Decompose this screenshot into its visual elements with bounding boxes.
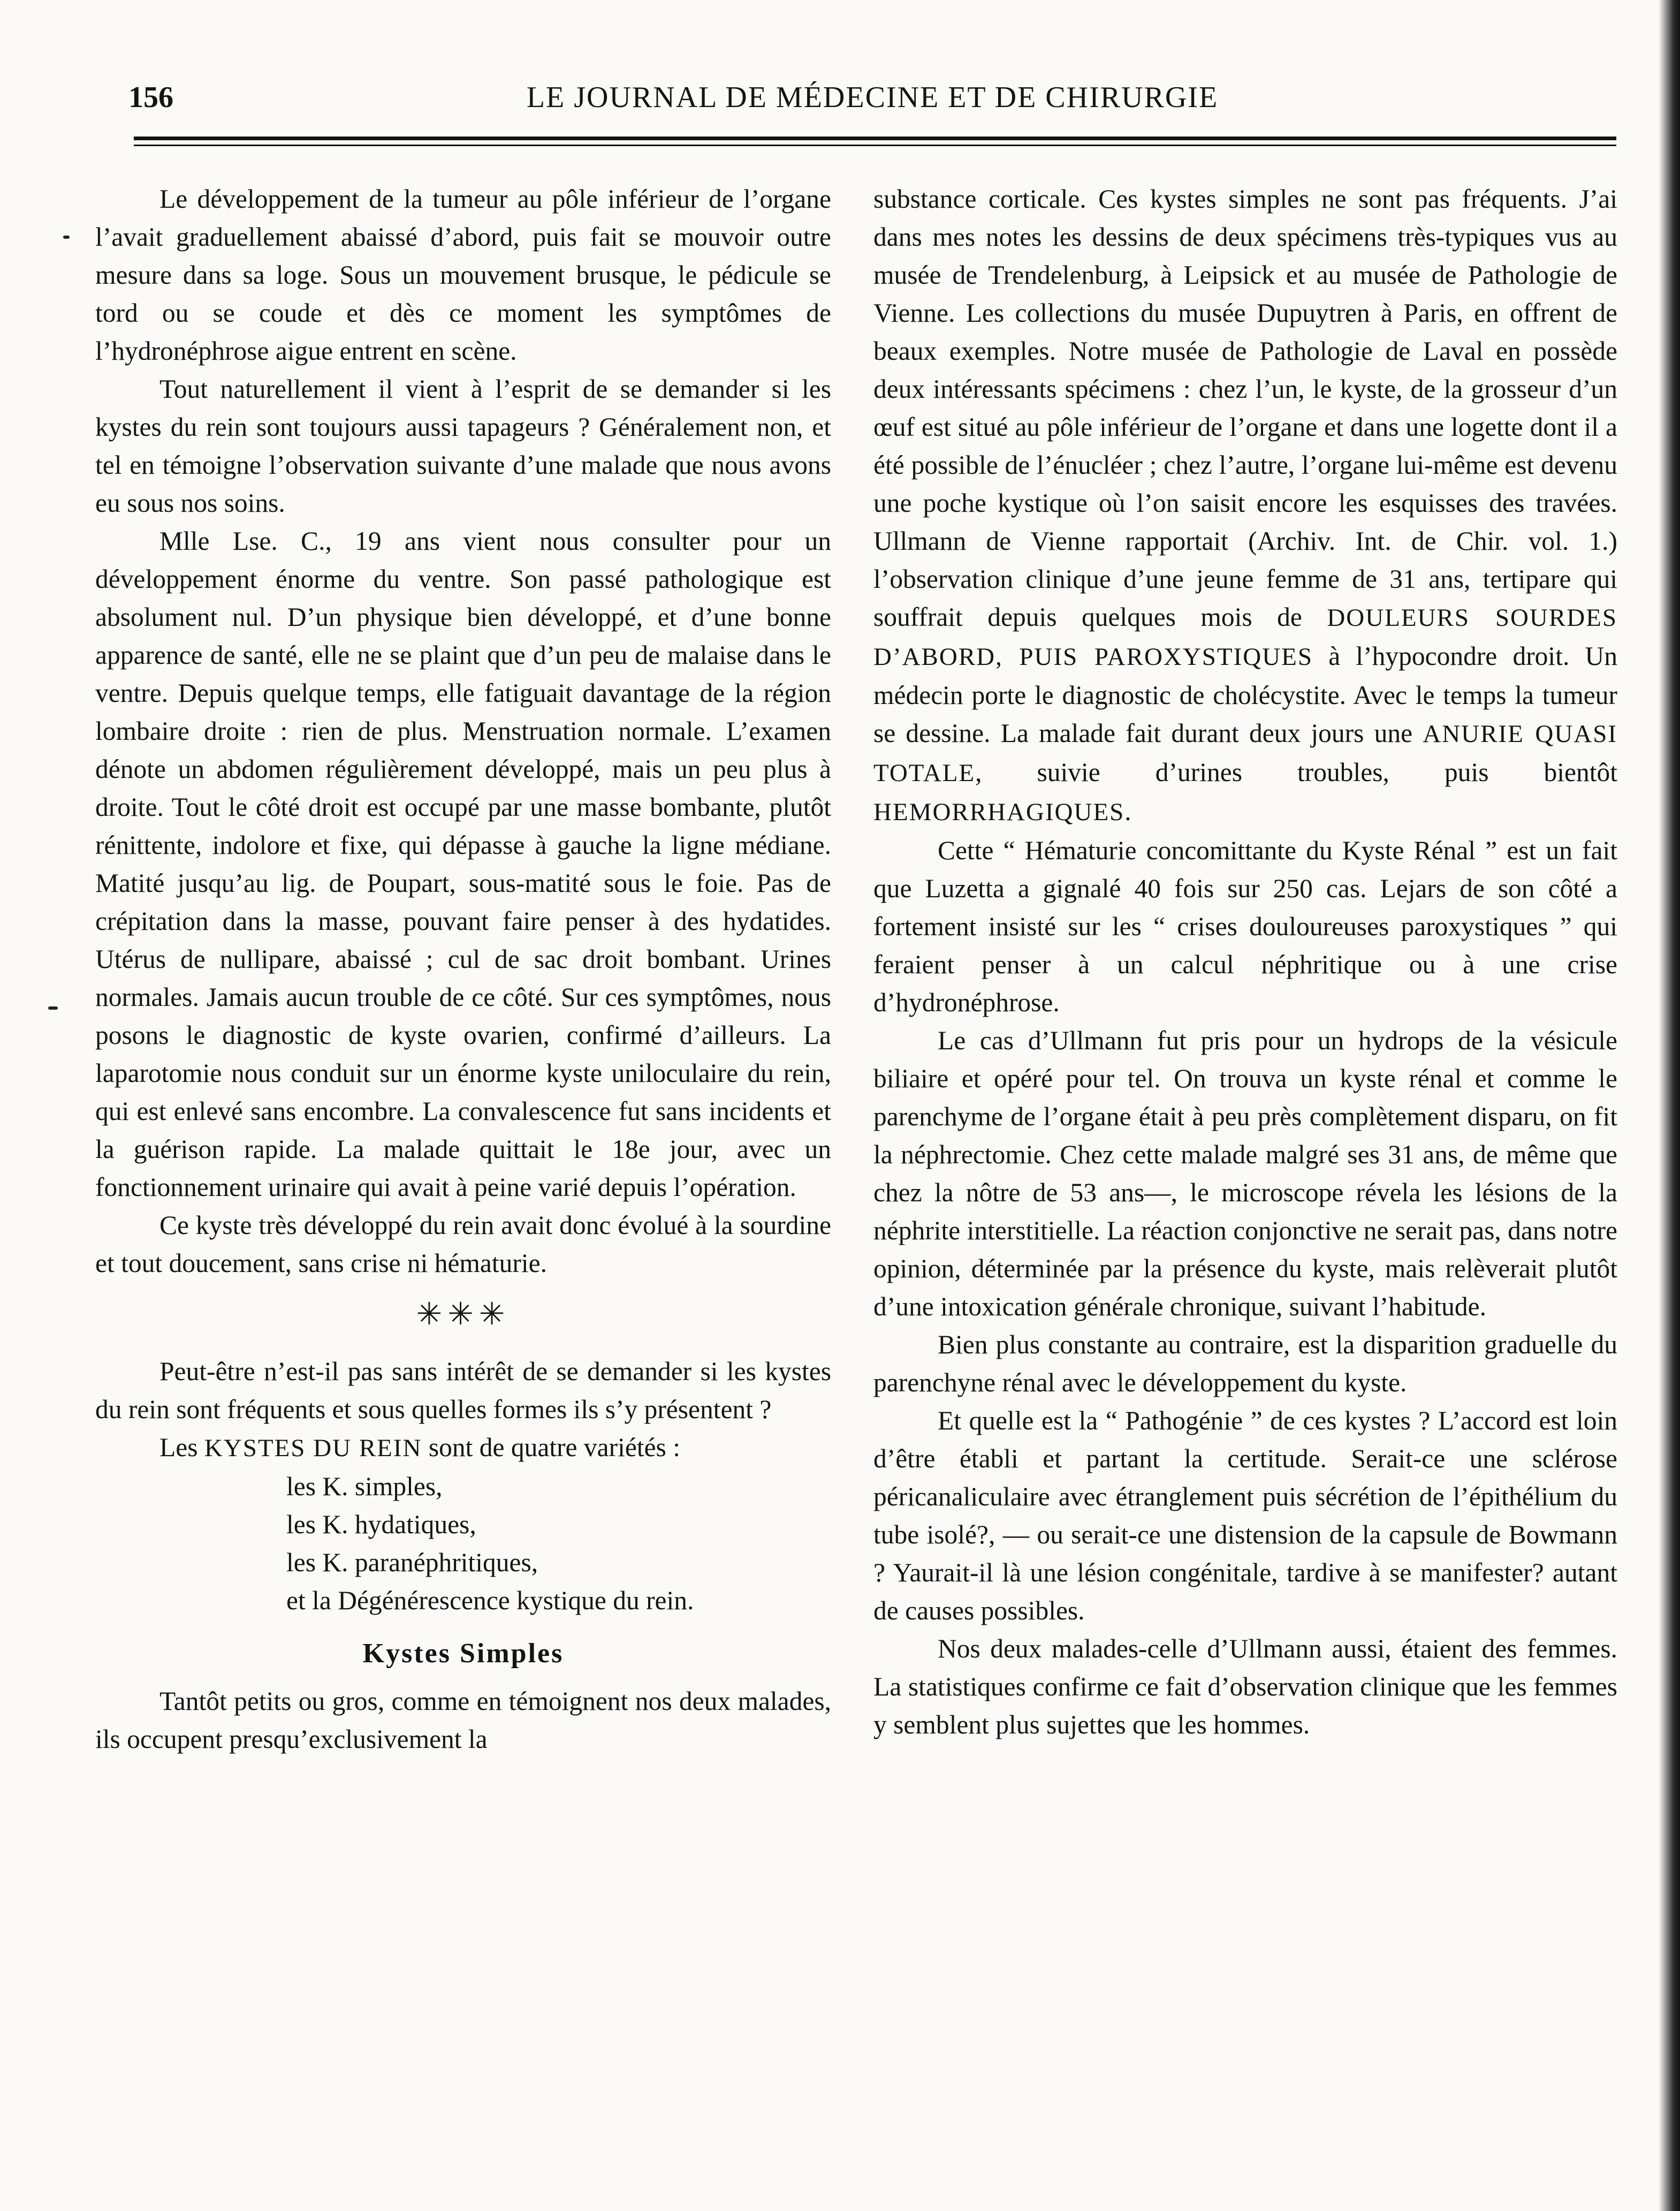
paragraph: Tout naturellement il vient à l’esprit de se demander si les kystes du rein sont toujours aussi tapageurs ? Généralement non, et tel en témoigne l’observation suivante d’une malade que nous avons eu sous nos soins. (95, 374, 831, 518)
text-run: substance corticale. Ces kystes simples ne sont pas fréquents. J’ai dans mes notes les dessins de deux spécimens très-typiques vus au musée de Trendelenburg, à Leipsick et au musée de Pathologie de Vienne. Les collections du musée Dupuytren à Paris, en offrent de beaux exemples. Notre musée de Pathologie de Laval en possède deux intéressants spécimens : chez l’un, le kyste, de la grosseur d’un œuf est situé au pôle inférieur de l’organe et dans une logette dont il a été possible de l’énucléer ; chez l’autre, l’organe lui-même est devenu une poche kystique où l’on saisit encore les esquisses des travées. Ullmann de Vienne rapportait (Archiv. Int. de Chir. vol. 1.) l’observation clinique d’une jeune femme de 31 ans, tertipare qui souffrait depuis quelques mois de (873, 184, 1617, 632)
paragraph: Et quelle est la “ Pathogénie ” de ces kystes ? L’accord est loin d’être établi et partant la certitude. Serait-ce une sclérose péricanaliculaire avec étranglement puis sécrétion de l’épithélium du tube isolé?, — ou serait-ce une distension de la capsule de Bowmann ? Yaurait-il là une lésion congénitale, tardive à se manifester? autant de causes possibles. (873, 1406, 1617, 1625)
margin-dot (63, 236, 70, 239)
paragraph (95, 1428, 831, 1467)
paragraph: Ce kyste très développé du rein avait donc évolué à la sourdine et tout doucement, sans crise ni hématurie. (95, 1210, 831, 1278)
paragraph: Cette “ Hématurie concomittante du Kyste Rénal ” est un fait que Luzetta a gignalé 40 fois sur 250 cas. Lejars de son côté a fortement insisté sur les “ crises douloureuses paroxystiques ” qui feraient penser à un calcul néphritique ou à une crise d’hydronéphrose. (873, 836, 1617, 1017)
paragraph: Mlle Lse. C., 19 ans vient nous consulter pour un développement énorme du ventre. Son passé pathologique est absolument nul. D’un physique bien développé, et d’une bonne apparence de santé, elle ne se plaint que d’un peu de malaise dans le ventre. Depuis quelque temps, elle fatiguait davantage de la région lombaire droite : rien de plus. Menstruation normale. L’examen dénote un abdomen régulièrement développé, mais un peu plus à droite. Tout le côté droit est occupé par une masse bombante, plutôt rénittente, indolore et fixe, qui dépasse à gauche la ligne médiane. Matité jusqu’au lig. de Poupart, sous-matité sous le foie. Pas de crépitation dans la masse, pouvant faire penser à des hydatides. Utérus de nullipare, abaissé ; cul de sac droit bombant. Urines normales. Jamais aucun trouble de ce côté. Sur ces symptômes, nous posons le diagnostic de kyste ovarien, confirmé d’ailleurs. La laparotomie nous conduit sur un énorme kyste uniloculaire du rein, qui est enlevé sans encombre. La convalescence fut sans incidents et la guérison rapide. La malade quittait le 18e jour, avec un fonctionnement urinaire qui avait à peine varié depuis l’opération. (95, 526, 831, 1202)
small-caps-phrase: KYSTES DU REIN (204, 1434, 422, 1462)
section-separator: ✳✳✳ (416, 1297, 511, 1331)
paragraph (873, 180, 1617, 831)
list-item: les K. hydatiques, (286, 1510, 476, 1539)
text-run: à l’hypocondre droit. Un médecin porte le diagnostic de cholécystite. Avec le temps la tumeur se dessine. La malade fait durant deux jours une (873, 641, 1617, 748)
left-column (95, 180, 831, 1758)
text-run: Les (159, 1433, 204, 1462)
right-column (873, 180, 1617, 1744)
page-edge-shadow (1659, 0, 1680, 2211)
text-run: . (1124, 797, 1131, 826)
list-item: les K. paranéphritiques, (286, 1548, 538, 1577)
list-item: et la Dégénérescence kystique du rein. (286, 1586, 694, 1615)
small-caps-phrase: ANURIE QUASI TOTALE (873, 720, 1617, 787)
small-caps-phrase: HEMORRHAGIQUES (873, 798, 1125, 826)
journal-title: LE JOURNAL DE MÉDECINE ET DE CHIRURGIE (526, 81, 1219, 114)
paragraph: Tantôt petits ou gros, comme en témoignent nos deux malades, ils occupent presqu’exclusivement la (95, 1686, 831, 1754)
text-run: , suivie d’urines troubles, puis bientôt (975, 758, 1617, 787)
margin-dot (48, 1006, 58, 1010)
header-rule-thin (134, 145, 1616, 146)
variety-list (95, 1467, 831, 1619)
paragraph: Peut-être n’est-il pas sans intérêt de se demander si les kystes du rein sont fréquents et sous quelles formes ils s’y présentent ? (95, 1357, 831, 1424)
text-run: sont de quatre variétés : (422, 1433, 680, 1462)
paragraph: Le cas d’Ullmann fut pris pour un hydrops de la vésicule biliaire et opéré pour tel. On trouva un kyste rénal et comme le parenchyme de l’organe était à peu près complètement disparu, on fit la néphrectomie. Chez cette malade malgré ses 31 ans, de même que chez la nôtre de 53 ans—, le microscope révela les lésions de la néphrite interstitielle. La réaction conjonctive ne serait pas, dans notre opinion, déterminée par la présence du kyste, mais relèverait plutôt d’une intoxication générale chronique, suivant l’habitude. (873, 1026, 1617, 1321)
section-heading: Kystes Simples (362, 1638, 564, 1669)
paragraph: Bien plus constante au contraire, est la disparition graduelle du parenchyne rénal avec le développement du kyste. (873, 1330, 1617, 1397)
paragraph: Nos deux malades-celle d’Ullmann aussi, étaient des femmes. La statistiques confirme ce fait d’observation clinique que les femmes y semblent plus sujettes que les hommes. (873, 1634, 1617, 1739)
page-header (123, 80, 1622, 123)
small-caps-phrase: DOULEURS SOURDES D’ABORD, PUIS PAROXYSTIQUES (873, 604, 1617, 671)
header-rule-thick (134, 137, 1616, 140)
page-number: 156 (128, 81, 173, 114)
paragraph: Le développement de la tumeur au pôle inférieur de l’organe l’avait graduellement abaissé d’abord, puis fait se mouvoir outre mesure dans sa loge. Sous un mouvement brusque, le pédicule se tord ou se coude et dès ce moment les symptômes de l’hydronéphrose aigue entrent en scène. (95, 184, 831, 366)
list-item: les K. simples, (286, 1472, 443, 1501)
